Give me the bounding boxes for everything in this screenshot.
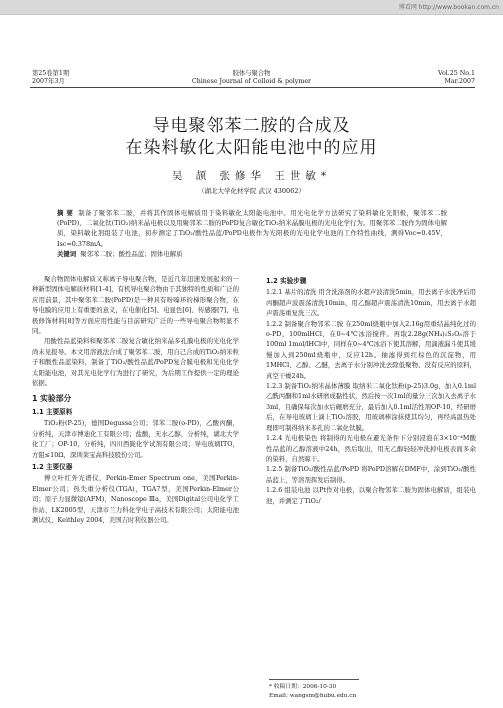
journal-name (0, 70, 503, 86)
footnote-rule (269, 679, 359, 680)
paper-title-line1: 导电聚邻苯二胺的合成及 (152, 116, 351, 136)
abstract-text: 制备了聚邻苯二胺，并将其作固体电解质用于染料敏化太阳能电池中。用光电化学方法研究了染料敏化光阳极，聚邻苯二胺(PoPD)、二氧化钛(TiO₂)纳米晶电极以及用聚邻苯二胺的PoPD复合敏化TiO₂纳米晶膜电极的光电化学行为。用聚邻苯二胺作为固体电解质，染料敏化剂组装了电池，初步测定了TiO₂/酸性品蓝/PoPD电极作为光阳极的光电化学电池的工作特性曲线，测得Voc=0.45V，Isc=0.378mA。 (57, 209, 447, 248)
materials-paragraph: TiO₂粉(P-25)，德国Degussa公司；邻苯二胺(o-PD)，乙酸丙酮，分析纯，天津市博迪化工有限公司；盐酸，无水乙醇，分析纯，湖北大学化工厂；OP-10，分析纯，四川西陇化学试剂有限公司；导电玻璃ITO，方阻≤10Ω，深圳莱宝高科技股份公司。 (32, 419, 239, 459)
author-email: Email: wangsm@hubu.edu.cn (269, 692, 357, 699)
subsection-heading-instruments: 1.2 主要仪器 (32, 462, 73, 471)
volume-issue-en: Vol.25 No.1 (438, 70, 475, 77)
journal-name-cn: 胶体与聚合物 (232, 70, 271, 77)
left-column (32, 274, 239, 525)
header-rule (30, 87, 475, 88)
abstract-body (57, 208, 447, 249)
section-heading-experimental: 1 实验部分 (32, 394, 72, 404)
intro-paragraph-1: 聚合物固体电解质又称离子导电聚合物，是近几年迅速发展起来的一种新型固体电解质材料[1-4]，有机导电聚合物由于其独特的性质和广泛的应用前景，其中聚邻苯二胺(PoPD)是一种具有吩嗪环的梯形聚合物，在导电膜的应用上有重要的意义，在电催化[5]、电显色[6]、传感器[7]、电极修饰材料[8]等方面应用性能与目前研究广泛的一些导电聚合物明显不同。 (32, 275, 239, 336)
abstract (57, 208, 447, 259)
affiliation: （湖北大学化材学院 武汉 430062） (198, 187, 305, 195)
procedure-tio2-film: 1.2.3 制备TiO₂纳米晶体薄膜 取纳米二氧化钛粉(p-25)3.0g，加入0.1ml乙酰丙酮和1ml水研磨成黏性状，然后按一次1ml的量分三次加入去离子水3ml，且确保每次加水后碾磨充分，最后加入0.1ml活性剂OP-10，经研磨后，在导电玻璃上滴上TiO₂溶胶，用玻璃棒涂抹使其均匀，再经高温热处理即可制得纳米多孔的二氧化钛膜。 (266, 382, 476, 432)
procedure-composite: 1.2.5 制备TiO₂/酸性品蓝/PoPD 将PoPD溶解在DMF中，涂到TiO₂/酸性品蓝上，等溶剂挥发后制得。 (266, 465, 476, 484)
intro-paragraph-2: 用酸性品蓝染料和聚邻苯二胺复合敏化纳米晶多孔膜电极的光电化学尚未见报导。本文用溶液法合成了聚邻苯二胺，用自己合成的TiO₂纳米粒子和酸性品蓝染料，制备了TiO₂/酸性品蓝/PoPD复合膜电极和光电化学太阳能电池，对其光电化学行为进行了研究，为后期工作提供一定的理论依据。 (32, 337, 239, 388)
journal-name-en: Chinese Journal of Colloid & polymer (191, 78, 312, 85)
volume-issue: 第25卷第1期 (32, 70, 70, 77)
browser-bar (0, 0, 503, 15)
right-column (266, 274, 476, 506)
procedure-cleaning: 1.2.1 基片的清洗 用含洗涤剂的水超声波清洗5min，用去离子水洗净后用丙酮超声波震荡清洗10min，用乙醇超声震荡清洗10min，用去离子水超声震荡重复洗三次。 (266, 288, 476, 318)
received-date: * 收稿日期：2006-10-30 (269, 684, 337, 690)
issue-date: 2007年3月 (32, 78, 65, 85)
keywords-label: 关键词 (57, 249, 77, 258)
procedure-dyeing: 1.2.4 光电极染色 将制得的光电极在避光条件下分别浸泡在3×10⁻⁴M酸性品蓝的乙醇溶液中24h，然后取出，用无乙醇轻轻冲洗掉电极表面多余的染料，自然晾干。 (266, 434, 476, 463)
keywords (57, 249, 447, 259)
subsection-heading-materials: 1.1 主要原料 (32, 407, 73, 416)
paper-title-line2: 在染料敏化太阳能电池中的应用 (125, 138, 378, 158)
instruments-paragraph: 傅立叶红外光谱仪，Perkin-Emer Spectrum one，美国Perkin-Elmer公司；热失重分析仪(TGA)，TGA7型，美国Perkin-Elmer公司；原子力显微镜(AFM)，Nanoscope Ⅲa，美国Digital公司电化学工作站，LK2005型，天津市兰力科化学电子高技术有限公司；太阳能电池测试仪，Keithley 2004，美国吉时利仪器公司。 (32, 474, 239, 524)
abstract-label: 摘 要 (57, 209, 74, 217)
procedure-assembly: 1.2.6 组装电池 以Pt作对电极，以聚合物邻苯二胺为固体电解质，组装电池，并测定了TiO₂/ (266, 486, 476, 505)
procedure-polymer: 1.2.2 制备聚合物邻苯二胺 在250ml烧瓶中加入2.16g用重结晶纯化过的o-PD，100mlHCl，在0~4℃冰浴搅拌。再取2.28g(NH₄)₂S₂O₈溶于100ml 1mol/lHCl中，同样在0~4℃冰浴下使其溶解，用滴液漏斗使其缓慢加入到250ml烧瓶中，反应12h。抽滤得到红棕色的沉淀物，用1MHCl、乙醇、乙醚，去离子水分别冲洗去除低聚物、没有反应的原料，真空干燥24h。 (266, 319, 476, 380)
footnote (269, 683, 356, 700)
keywords-text: 聚邻苯二胺；酸性品蓝；固体电解质 (80, 249, 183, 258)
journal-volume-en (438, 70, 475, 86)
issue-date-en: Mar.2007 (444, 78, 475, 85)
watermark-url: 博看网 http://www.bookan.com.cn (398, 4, 499, 11)
subsection-heading-procedure: 1.2 实验步骤 (266, 277, 307, 285)
authors: 吴 颉 张修华 王世敏* (171, 170, 332, 182)
